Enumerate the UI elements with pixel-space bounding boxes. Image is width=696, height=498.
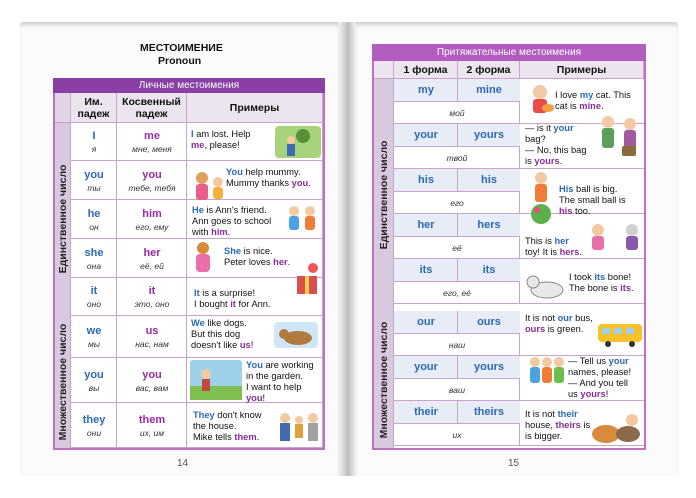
oblique-cell xyxy=(117,403,187,448)
nominative-cell xyxy=(71,278,117,316)
example-text: It is a surprise! I bought it for Ann. xyxy=(194,288,271,309)
oblique-translation: нас, нам xyxy=(135,339,169,349)
oblique-cell xyxy=(117,200,187,239)
nominative-cell xyxy=(71,403,117,448)
example-text: You are working in the garden. I want to help you! xyxy=(246,360,314,403)
illustration-puppy xyxy=(525,268,569,302)
nominative-translation: они xyxy=(86,427,102,438)
oblique-cell xyxy=(117,358,187,403)
header-nominative-a: Им. xyxy=(84,96,103,108)
example-your-plural: — Tell us your names, please! — And you tell us yours! xyxy=(568,356,632,399)
page-number: 14 xyxy=(177,458,189,469)
nominative-pronoun: it xyxy=(90,285,98,297)
illustration-mummy xyxy=(190,170,228,204)
example-text: You help mummy. Mummy thanks you. xyxy=(226,167,311,188)
header-examples: Примеры xyxy=(520,61,644,79)
nominative-cell xyxy=(71,239,117,278)
translation: твой xyxy=(446,153,468,163)
page-title: МЕСТОИМЕНИЕ xyxy=(140,42,223,54)
illustration-family xyxy=(275,410,323,446)
nominative-pronoun: she xyxy=(84,246,104,259)
page-subtitle: Pronoun xyxy=(158,55,202,67)
illustration-cat xyxy=(526,82,554,116)
form1-pronoun: our xyxy=(417,316,435,328)
table-band: Личные местоимения xyxy=(53,78,325,93)
group-plural-label: Множественное число xyxy=(378,321,390,439)
form1-pronoun: her xyxy=(417,219,435,231)
translation: ваш xyxy=(448,385,466,395)
oblique-pronoun: me xyxy=(144,130,160,142)
nominative-translation: он xyxy=(89,221,99,232)
header-spacer xyxy=(374,61,394,79)
header-oblique xyxy=(117,93,187,123)
nominative-pronoun: you xyxy=(84,168,104,181)
oblique-translation: вас, вам xyxy=(135,382,169,393)
oblique-translation: тебе, тебя xyxy=(128,182,176,193)
example-your: — is it your bag? — No, this bag is yours. xyxy=(525,123,587,166)
nominative-pronoun: he xyxy=(87,207,101,220)
nominative-translation: мы xyxy=(87,339,101,349)
form2-pronoun: theirs xyxy=(474,406,504,418)
book-gutter xyxy=(338,22,356,476)
oblique-pronoun: you xyxy=(142,168,162,181)
translation: его, её xyxy=(443,288,471,298)
header-nominative-b: падеж xyxy=(77,108,110,120)
oblique-cell xyxy=(117,161,187,200)
group-singular-label: Единственное число xyxy=(57,164,69,274)
oblique-pronoun: you xyxy=(142,368,162,381)
oblique-pronoun: them xyxy=(138,413,166,426)
form2-pronoun: yours xyxy=(474,361,504,373)
group-plural-label: Множественное число xyxy=(57,323,69,441)
header-oblique-b: падеж xyxy=(135,108,168,120)
oblique-cell xyxy=(117,278,187,316)
nominative-cell xyxy=(71,161,117,200)
form2-pronoun: his xyxy=(481,174,497,186)
illustration-dog xyxy=(272,320,320,350)
illustration-garden xyxy=(190,360,242,400)
translation: мой xyxy=(449,108,465,118)
form2-pronoun: mine xyxy=(476,84,502,96)
translation: наш xyxy=(448,340,466,350)
form1-pronoun: his xyxy=(418,174,434,186)
illustration-ball xyxy=(525,168,557,226)
form1-pronoun: its xyxy=(419,264,433,276)
header-oblique-a: Косвенный xyxy=(122,96,181,108)
illustration-girl xyxy=(190,240,216,276)
illustration-kids xyxy=(525,354,569,390)
nominative-translation: она xyxy=(86,260,102,271)
header-form2: 2 форма xyxy=(458,61,520,79)
example-text: We like dogs. But this dog doesn't like us! xyxy=(191,318,254,350)
example-my: I love my cat. This cat is mine. xyxy=(555,90,631,111)
nominative-cell xyxy=(71,358,117,403)
example-text: She is nice. Peter loves her. xyxy=(224,246,291,267)
header-examples: Примеры xyxy=(187,93,323,123)
illustration-bus xyxy=(596,320,644,348)
nominative-pronoun: they xyxy=(82,413,106,426)
nominative-pronoun: I xyxy=(92,130,96,142)
oblique-cell xyxy=(117,123,187,161)
example-his: His ball is big. The small ball is his too. xyxy=(559,184,626,216)
nominative-translation: вы xyxy=(88,382,100,393)
nominative-cell xyxy=(71,200,117,239)
header-spacer xyxy=(55,93,71,123)
example-our: It is not our bus, ours is green. xyxy=(525,313,593,334)
illustration-friends xyxy=(284,203,320,235)
example-their: It is not their house, theirs is is bigger. xyxy=(525,409,591,441)
illustration-lost-boy xyxy=(273,124,323,160)
nominative-cell xyxy=(71,316,117,358)
oblique-cell xyxy=(117,239,187,278)
example-text: I am lost. Help me, please! xyxy=(191,129,251,150)
oblique-pronoun: him xyxy=(142,207,162,220)
form2-pronoun: hers xyxy=(477,219,501,231)
oblique-pronoun: it xyxy=(148,285,156,297)
page-number: 15 xyxy=(508,458,520,469)
group-singular-label: Единственное число xyxy=(378,140,390,250)
oblique-pronoun: us xyxy=(145,325,159,337)
illustration-toy xyxy=(586,222,646,254)
oblique-translation: его, ему xyxy=(135,221,169,232)
nominative-pronoun: you xyxy=(84,368,104,381)
nominative-cell xyxy=(71,123,117,161)
oblique-cell xyxy=(117,316,187,358)
illustration-gift xyxy=(293,262,321,296)
table-band: Притяжательные местоимения xyxy=(372,44,646,61)
nominative-translation: я xyxy=(91,144,97,154)
form1-pronoun: their xyxy=(414,406,438,418)
header-form1: 1 форма xyxy=(394,61,458,79)
translation: их xyxy=(452,430,462,440)
oblique-pronoun: her xyxy=(143,246,161,259)
form1-pronoun: your xyxy=(414,361,438,373)
nominative-pronoun: we xyxy=(86,325,102,337)
translation: его xyxy=(450,198,464,208)
illustration-bag xyxy=(596,112,644,162)
illustration-cats xyxy=(588,408,644,446)
example-its: I took its bone! The bone is its. xyxy=(569,272,634,293)
translation: её xyxy=(452,243,462,253)
nominative-translation: ты xyxy=(87,182,101,193)
form2-pronoun: ours xyxy=(477,316,501,328)
form1-pronoun: my xyxy=(418,84,434,96)
oblique-translation: её, ей xyxy=(140,260,164,271)
example-text: They don't know the house. Mike tells them. xyxy=(193,410,262,442)
oblique-translation: мне, меня xyxy=(132,144,172,154)
header-nominative xyxy=(71,93,117,123)
example-text: He is Ann's friend. Ann goes to school with him. xyxy=(192,205,272,237)
form1-pronoun: your xyxy=(414,129,438,141)
form2-pronoun: its xyxy=(482,264,496,276)
oblique-translation: их, им xyxy=(139,427,165,438)
oblique-translation: это, оно xyxy=(134,299,170,309)
form2-pronoun: yours xyxy=(474,129,504,141)
example-her: This is her toy! It is hers. xyxy=(525,236,582,257)
nominative-translation: оно xyxy=(86,299,102,309)
